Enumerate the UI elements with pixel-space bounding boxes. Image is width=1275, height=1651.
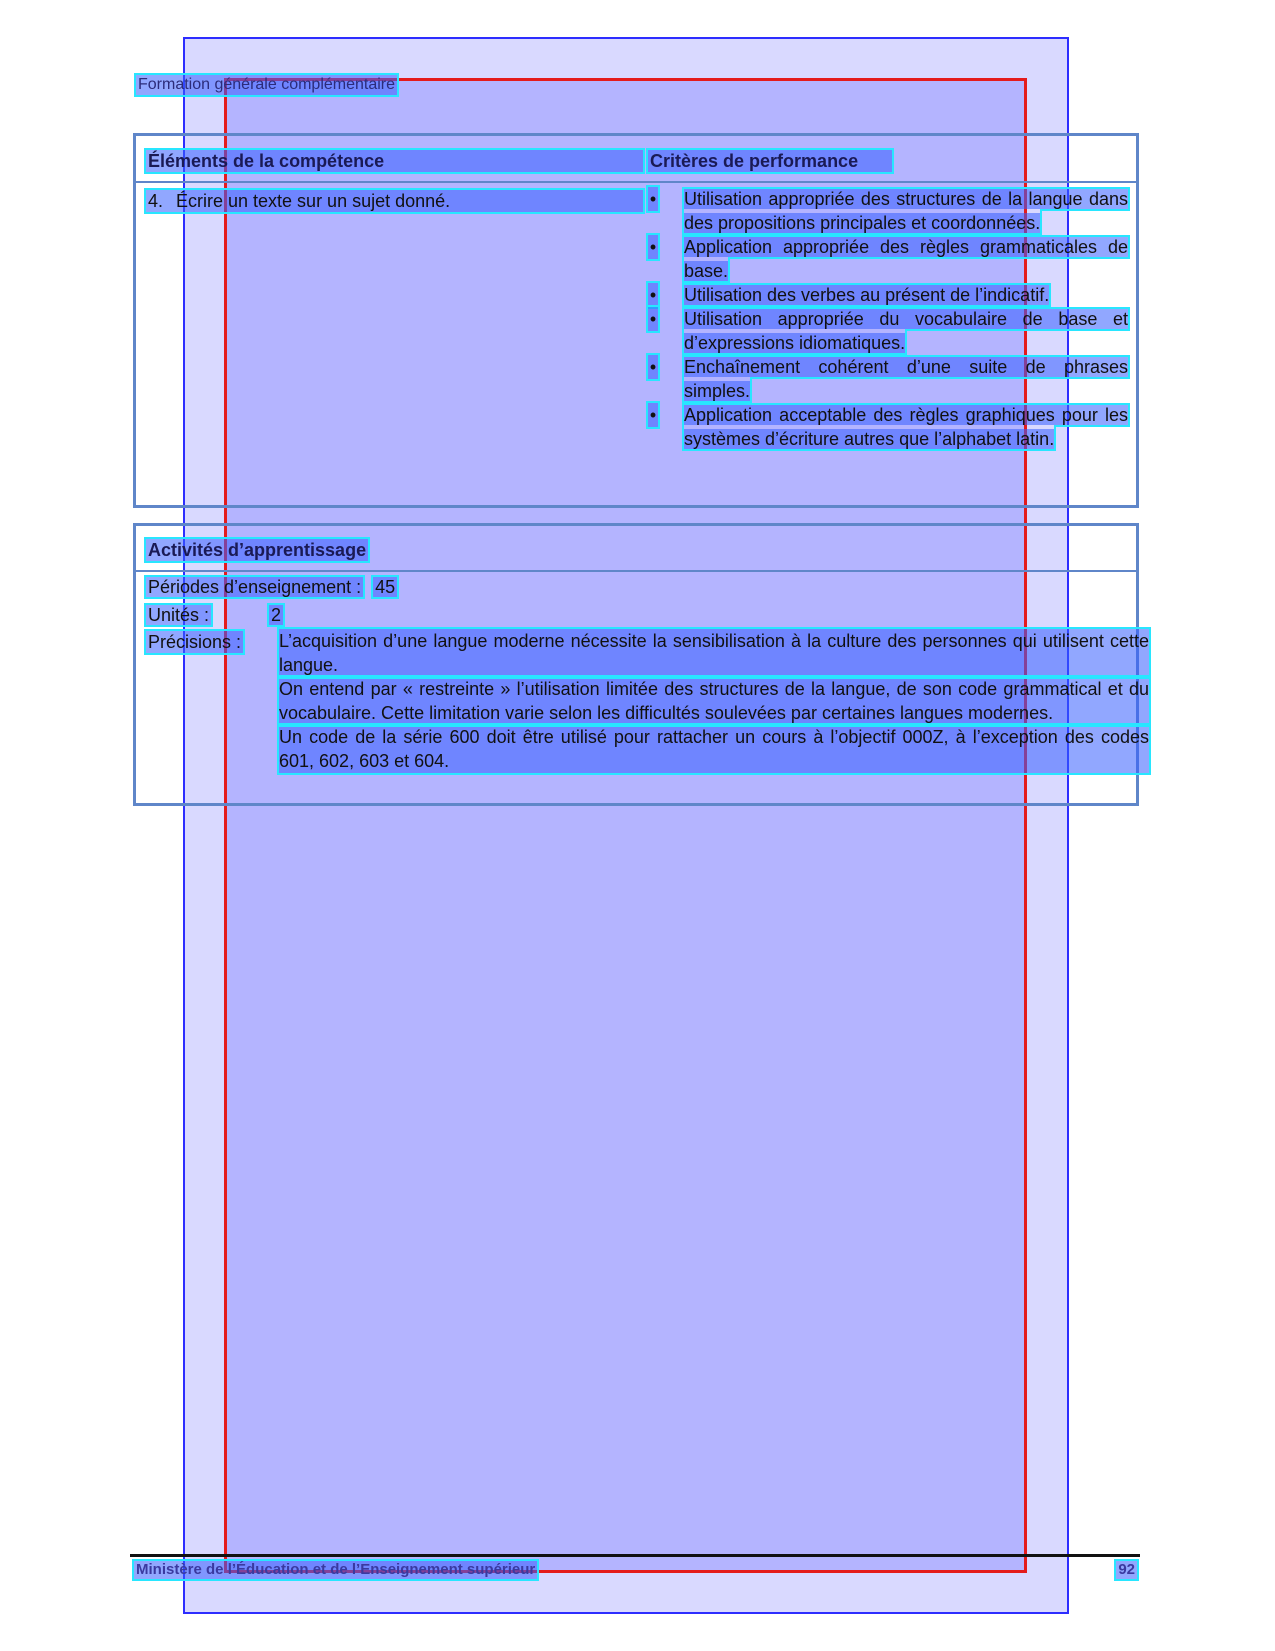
unites-row bbox=[146, 604, 283, 626]
activities-title: Activités d’apprentissage bbox=[148, 540, 367, 560]
unites-value: 2 bbox=[271, 605, 282, 625]
footer-divider bbox=[130, 1554, 1140, 1557]
bullet-icon: • bbox=[649, 357, 657, 377]
unites-label: Unités : bbox=[148, 605, 210, 625]
criteria-item bbox=[648, 235, 1128, 283]
section-header: Formation générale complémentaire bbox=[138, 76, 396, 93]
bullet-icon: • bbox=[649, 405, 657, 425]
bullet-icon: • bbox=[649, 189, 657, 209]
criteria-item bbox=[648, 187, 1128, 235]
precision-paragraph: L’acquisition d’une langue moderne nécessite la sensibilisation à la culture des personnes qui utilisent cette langue. bbox=[279, 631, 1149, 675]
precision-paragraph: On entend par « restreinte » l’utilisation limitée des structures de la langue, de son code grammatical et du vocabulaire. Cette limitation varie selon les difficultés soulevées par certaines langues modernes. bbox=[279, 679, 1149, 723]
bullet-icon: • bbox=[649, 309, 657, 329]
criteria-text: Enchaînement cohérent d’une suite de phrases simples. bbox=[684, 357, 1128, 401]
bullet-icon: • bbox=[649, 237, 657, 257]
criteria-text: Application acceptable des règles graphiques pour les systèmes d’écriture autres que l’alphabet latin. bbox=[684, 405, 1128, 449]
table-row-separator bbox=[136, 570, 1136, 572]
criteria-item bbox=[648, 307, 1128, 355]
col-criteria-title: Critères de performance bbox=[648, 150, 892, 172]
criteria-list bbox=[648, 187, 1128, 451]
periodes-value: 45 bbox=[375, 577, 396, 597]
precision-paragraph: Un code de la série 600 doit être utilisé pour rattacher un cours à l’objectif 000Z, à l’exception des codes 601, 602, 603 et 604. bbox=[279, 727, 1149, 771]
criteria-text: Utilisation appropriée des structures de la langue dans des propositions principales et coordonnées. bbox=[684, 189, 1128, 233]
table-row-separator bbox=[136, 181, 1136, 183]
footer-ministry: Ministère de l’Éducation et de l’Enseignement supérieur bbox=[136, 1561, 536, 1578]
criteria-item bbox=[648, 283, 1128, 307]
page-number: 92 bbox=[1118, 1561, 1135, 1578]
col-elements-title: Éléments de la compétence bbox=[146, 150, 643, 172]
competence-table bbox=[133, 133, 1139, 508]
activities-table bbox=[133, 523, 1149, 806]
competence-element bbox=[146, 190, 643, 212]
criteria-text: Utilisation des verbes au présent de l’indicatif. bbox=[684, 285, 1050, 305]
criteria-text: Utilisation appropriée du vocabulaire de base et d’expressions idiomatiques. bbox=[684, 309, 1128, 353]
periodes-label: Périodes d’enseignement : bbox=[148, 577, 362, 597]
precisions-text bbox=[279, 629, 1149, 773]
criteria-item bbox=[648, 403, 1128, 451]
element-text: Écrire un texte sur un sujet donné. bbox=[176, 191, 451, 211]
bullet-icon: • bbox=[649, 285, 657, 305]
criteria-item bbox=[648, 355, 1128, 403]
criteria-text: Application appropriée des règles grammaticales de base. bbox=[684, 237, 1128, 281]
precisions-label: Précisions : bbox=[148, 632, 242, 652]
element-number: 4. bbox=[148, 191, 164, 211]
periodes-row bbox=[146, 576, 397, 598]
